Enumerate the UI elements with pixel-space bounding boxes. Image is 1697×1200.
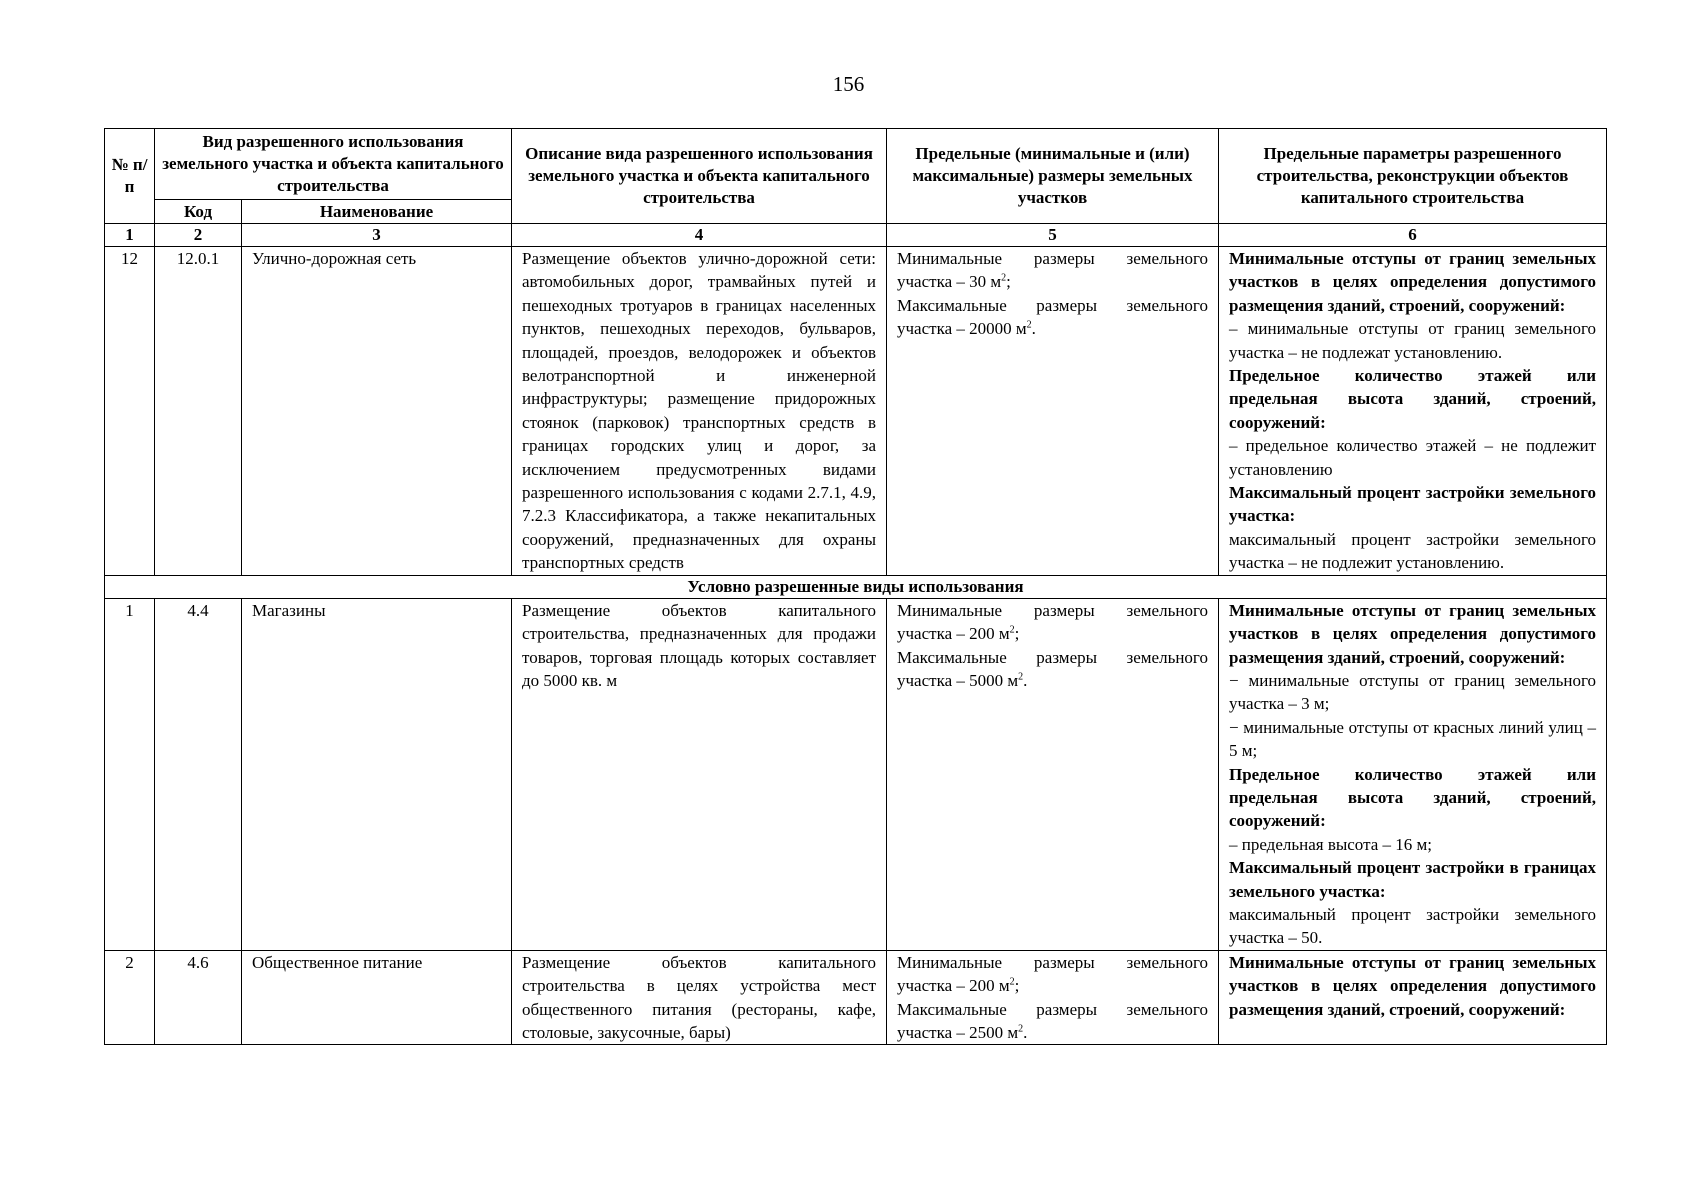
row-params <box>1219 950 1607 1045</box>
row-code: 12.0.1 <box>155 247 242 576</box>
row-sizes <box>887 247 1219 576</box>
param-text: максимальный процент застройки земельного участка – 50. <box>1229 904 1596 948</box>
param-heading: Максимальный процент застройки в границах земельного участка: <box>1229 858 1596 901</box>
row-sizes <box>887 598 1219 950</box>
header-description: Описание вида разрешенного использования земельного участка и объекта капитального строительства <box>512 129 887 224</box>
row-num: 2 <box>105 950 155 1045</box>
header-code: Код <box>155 200 242 224</box>
size-min: Минимальные размеры земельного участка – 200 $м^2$; <box>897 952 1208 996</box>
row-description: Размещение объектов капитального строительства, предназначенных для продажи товаров, торговая площадь которых составляет до 5000 кв. м <box>512 598 887 950</box>
header-num: № п/п <box>105 129 155 224</box>
size-min: Минимальные размеры земельного участка – 30 $м^2$; <box>897 249 1208 292</box>
param-text: − минимальные отступы от границ земельного участка – 3 м; <box>1229 670 1596 714</box>
size-max: Максимальные размеры земельного участка – 2500 $м^2$. <box>897 999 1208 1042</box>
row-name: Общественное питание <box>242 950 512 1045</box>
column-number: 2 <box>155 224 242 247</box>
table-row <box>105 247 1607 576</box>
row-name: Магазины <box>242 598 512 950</box>
row-sizes <box>887 950 1219 1045</box>
column-number: 6 <box>1219 224 1607 247</box>
column-number-row <box>105 224 1607 247</box>
header-name: Наименование <box>242 200 512 224</box>
row-num: 12 <box>105 247 155 576</box>
param-heading: Предельное количество этажей или предельная высота зданий, строений, сооружений: <box>1229 764 1596 831</box>
column-number: 1 <box>105 224 155 247</box>
param-text: – минимальные отступы от границ земельного участка – не подлежат установлению. <box>1229 319 1596 362</box>
row-description: Размещение объектов улично-дорожной сети: автомобильных дорог, трамвайных путей и пешеходных тротуаров в границах населенных пунктов, пешеходных переходов, бульваров, площадей, проездов, велодорожек и объектов велотранспортной и инженерной инфраструктуры; размещение придорожных стоянок (парковок) транспортных средств в границах городских улиц и дорог, за исключением предусмотренных видами разрешенного использования с кодами 2.7.1, 4.9, 7.2.3 Классификатора, а также некапитальных сооружений, предназначенных для охраны транспортных средств <box>512 247 887 576</box>
param-heading: Максимальный процент застройки земельного участка: <box>1229 483 1596 526</box>
param-text: − минимальные отступы от красных линий улиц – 5 м; <box>1229 717 1596 761</box>
row-num: 1 <box>105 598 155 950</box>
size-max: Максимальные размеры земельного участка – 20000 $м^2$. <box>897 295 1208 339</box>
param-text: максимальный процент застройки земельного участка – не подлежит установлению. <box>1229 529 1596 573</box>
page-number: 156 <box>832 72 865 96</box>
size-min: Минимальные размеры земельного участка – 200 $м^2$; <box>897 600 1208 644</box>
header-type-group: Вид разрешенного использования земельного участка и объекта капитального строительства <box>155 129 512 200</box>
param-heading: Минимальные отступы от границ земельных участков в целях определения допустимого размещения зданий, строений, сооружений: <box>1229 952 1596 1019</box>
table-row <box>105 598 1607 950</box>
row-code: 4.4 <box>155 598 242 950</box>
header-sizes: Предельные (минимальные и (или) максимальные) размеры земельных участков <box>887 129 1219 224</box>
row-description: Размещение объектов капитального строительства в целях устройства мест общественного питания (рестораны, кафе, столовые, закусочные, бары) <box>512 950 887 1045</box>
param-heading: Минимальные отступы от границ земельных участков в целях определения допустимого размещения зданий, строений, сооружений: <box>1229 600 1596 667</box>
row-name: Улично-дорожная сеть <box>242 247 512 576</box>
column-number: 3 <box>242 224 512 247</box>
row-code: 4.6 <box>155 950 242 1045</box>
column-number: 5 <box>887 224 1219 247</box>
param-heading: Предельное количество этажей или предельная высота зданий, строений, сооружений: <box>1229 366 1596 432</box>
param-text: – предельное количество этажей – не подлежит установлению <box>1229 436 1596 479</box>
header-params: Предельные параметры разрешенного строительства, реконструкции объектов капитального строительства <box>1219 129 1607 224</box>
param-text: – предельная высота – 16 м; <box>1229 834 1432 854</box>
param-heading: Минимальные отступы от границ земельных участков в целях определения допустимого размещения зданий, строений, сооружений: <box>1229 249 1596 315</box>
row-params <box>1219 598 1607 950</box>
table-row <box>105 950 1607 1045</box>
section-header-row <box>105 575 1607 598</box>
size-max: Максимальные размеры земельного участка – 5000 $м^2$. <box>897 647 1208 690</box>
row-params <box>1219 247 1607 576</box>
land-use-table <box>104 128 1607 1045</box>
column-number: 4 <box>512 224 887 247</box>
section-title: Условно разрешенные виды использования <box>105 575 1607 598</box>
